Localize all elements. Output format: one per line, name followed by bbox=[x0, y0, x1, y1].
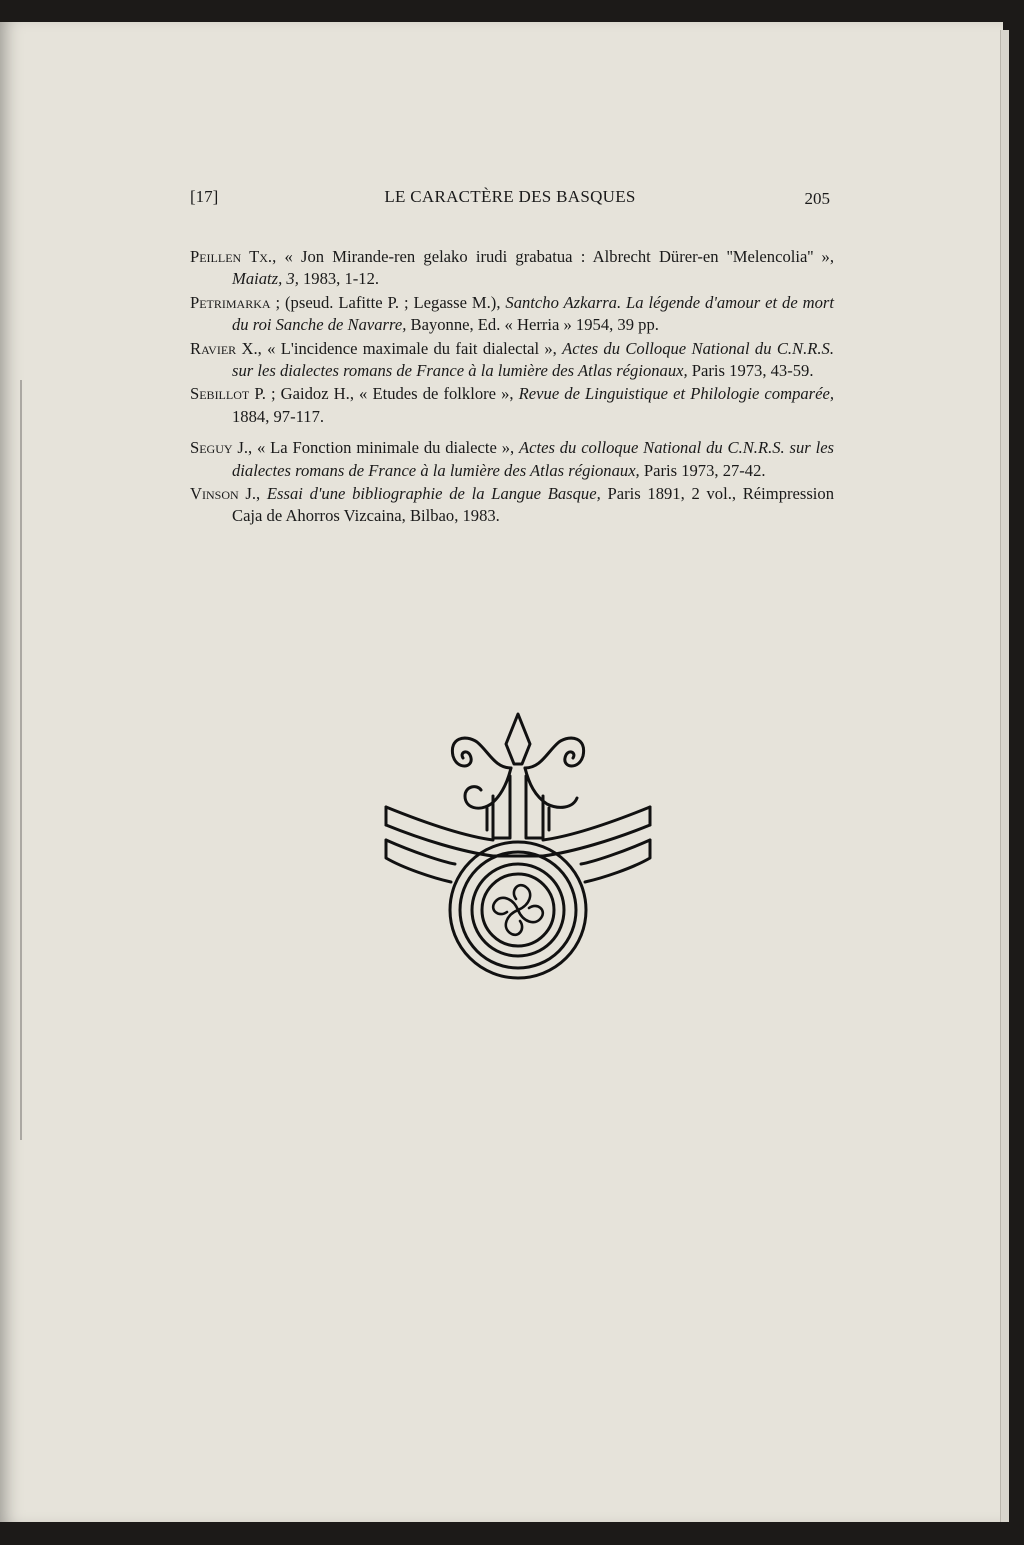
running-head bbox=[190, 187, 830, 211]
bibliography-entry: Ravier X., « L'incidence maximale du fait dialectal », Actes du Colloque National du C.N.R.S. sur les dialectes romans de France à la lumière des Atlas régionaux, Paris 1973, 43-59. bbox=[190, 338, 834, 381]
bibliography bbox=[190, 246, 834, 529]
bibliography-entry: Peillen Tx., « Jon Mirande-ren gelako irudi grabatua : Albrecht Dürer-en ''Melencolia'' », Maiatz, 3, 1983, 1-12. bbox=[190, 247, 834, 289]
bibliography-entry: Sebillot P. ; Gaidoz H., « Etudes de folklore », Revue de Linguistique et Philologie comparée, 1884, 97-117. bbox=[190, 384, 834, 426]
binding-fold bbox=[20, 380, 22, 1140]
page-edge bbox=[1000, 30, 1009, 1522]
basque-lauburu-emblem-icon bbox=[383, 712, 653, 980]
bibliography-entry: Petrimarka ; (pseud. Lafitte P. ; Legasse M.), Santcho Azkarra. La légende d'amour et de mort du roi Sanche de Navarre, Bayonne, Ed. « Herria » 1954, 39 pp. bbox=[190, 292, 834, 335]
chapter-number: [17] bbox=[190, 187, 219, 206]
running-title: LE CARACTÈRE DES BASQUES bbox=[384, 187, 636, 206]
page-number: 205 bbox=[804, 189, 830, 208]
bibliography-entry: Vinson J., Essai d'une bibliographie de la Langue Basque, Paris 1891, 2 vol., Réimpression Caja de Ahorros Vizcaina, Bilbao, 1983. bbox=[190, 484, 834, 526]
bibliography-entry: Seguy J., « La Fonction minimale du dialecte », Actes du colloque National du C.N.R.S. sur les dialectes romans de France à la lumière des Atlas régionaux, Paris 1973, 27-42. bbox=[190, 438, 835, 480]
